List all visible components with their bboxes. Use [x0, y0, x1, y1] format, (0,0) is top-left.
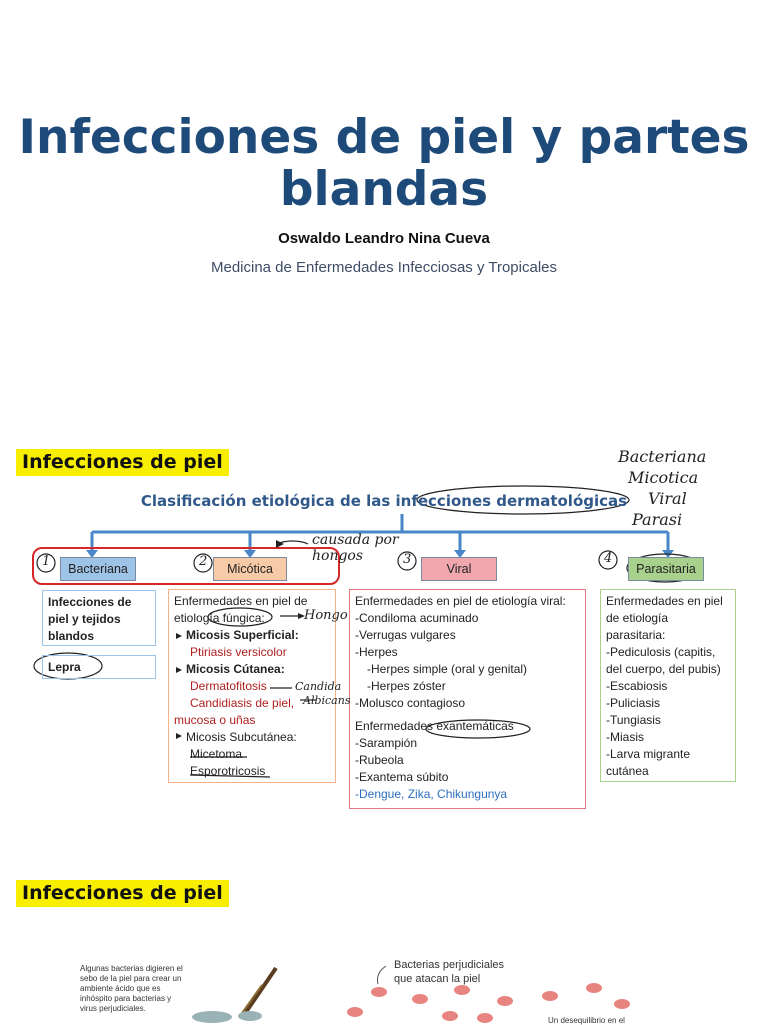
- parasitic-box: Enfermedades en piel de etiología parasitaria: -Pediculosis (capitis, del cuerpo, del pubis) -Escabiosis -Puliciasis -Tungiasis -Miasis -Larva migrante cutánea: [600, 589, 736, 782]
- handwritten-hongo: Hongo: [304, 608, 348, 623]
- author-name: Oswaldo Leandro Nina Cueva: [278, 230, 490, 247]
- category-micotica: Micótica: [213, 557, 287, 581]
- illustration-note-right: Bacterias perjudiciales que atacan la piel: [394, 959, 505, 985]
- handwritten-number-4: 4: [604, 551, 613, 566]
- section-label-1: Infecciones de piel: [16, 449, 229, 476]
- page-subtitle: Medicina de Enfermedades Infecciosas y Tropicales: [210, 259, 557, 276]
- viral-box: Enfermedades en piel de etiología viral: -Condiloma acuminado -Verrugas vulgares -Herpes -Herpes simple (oral y genital) -Herpes zóster -Molusco contagioso Enfermedades exantemáticas -Sarampión -Rubeola -Exantema súbito -Dengue, Zika, Chikungunya: [349, 589, 586, 809]
- lepra-box: Lepra: [42, 655, 156, 679]
- handwritten-number-2: 2: [199, 554, 208, 569]
- bacterial-box: Infecciones de piel y tejidos blandos: [42, 590, 156, 646]
- section-label-2: Infecciones de piel: [16, 880, 229, 907]
- page-title: Infecciones de piel y partes blandas: [18, 110, 750, 217]
- illustration-note-cut: Un desequilibrio en el: [548, 1016, 625, 1025]
- category-bacteriana: Bacteriana: [60, 557, 136, 581]
- diagram-title: Clasificación etiológica de las infecciones dermatológicas: [140, 492, 628, 510]
- fungal-box: Enfermedades en piel de etiología fúngica: Micosis Superficial: Ptiriasis versicolor Micosis Cútanea: Dermatofitosis Candidiasis de piel, mucosa o uñas Micosis Subcutánea: Micetoma Esporotricosis: [168, 589, 336, 783]
- illustration-note-left: Algunas bacterias digieren el sebo de la piel para crear un ambiente ácido que es inhóspito para bacterias y virus perjudiciales.: [80, 964, 183, 1013]
- category-parasitaria: Parasitaria: [628, 557, 704, 581]
- handwritten-number-1: 1: [42, 554, 51, 569]
- handwritten-number-3: 3: [403, 552, 412, 567]
- handwritten-causada: causada por hongos: [312, 532, 399, 564]
- handwritten-list: Bacteriana Micotica Viral Parasi: [618, 447, 707, 529]
- category-viral: Viral: [421, 557, 497, 581]
- handwritten-candida: Candida Albicans: [295, 680, 351, 707]
